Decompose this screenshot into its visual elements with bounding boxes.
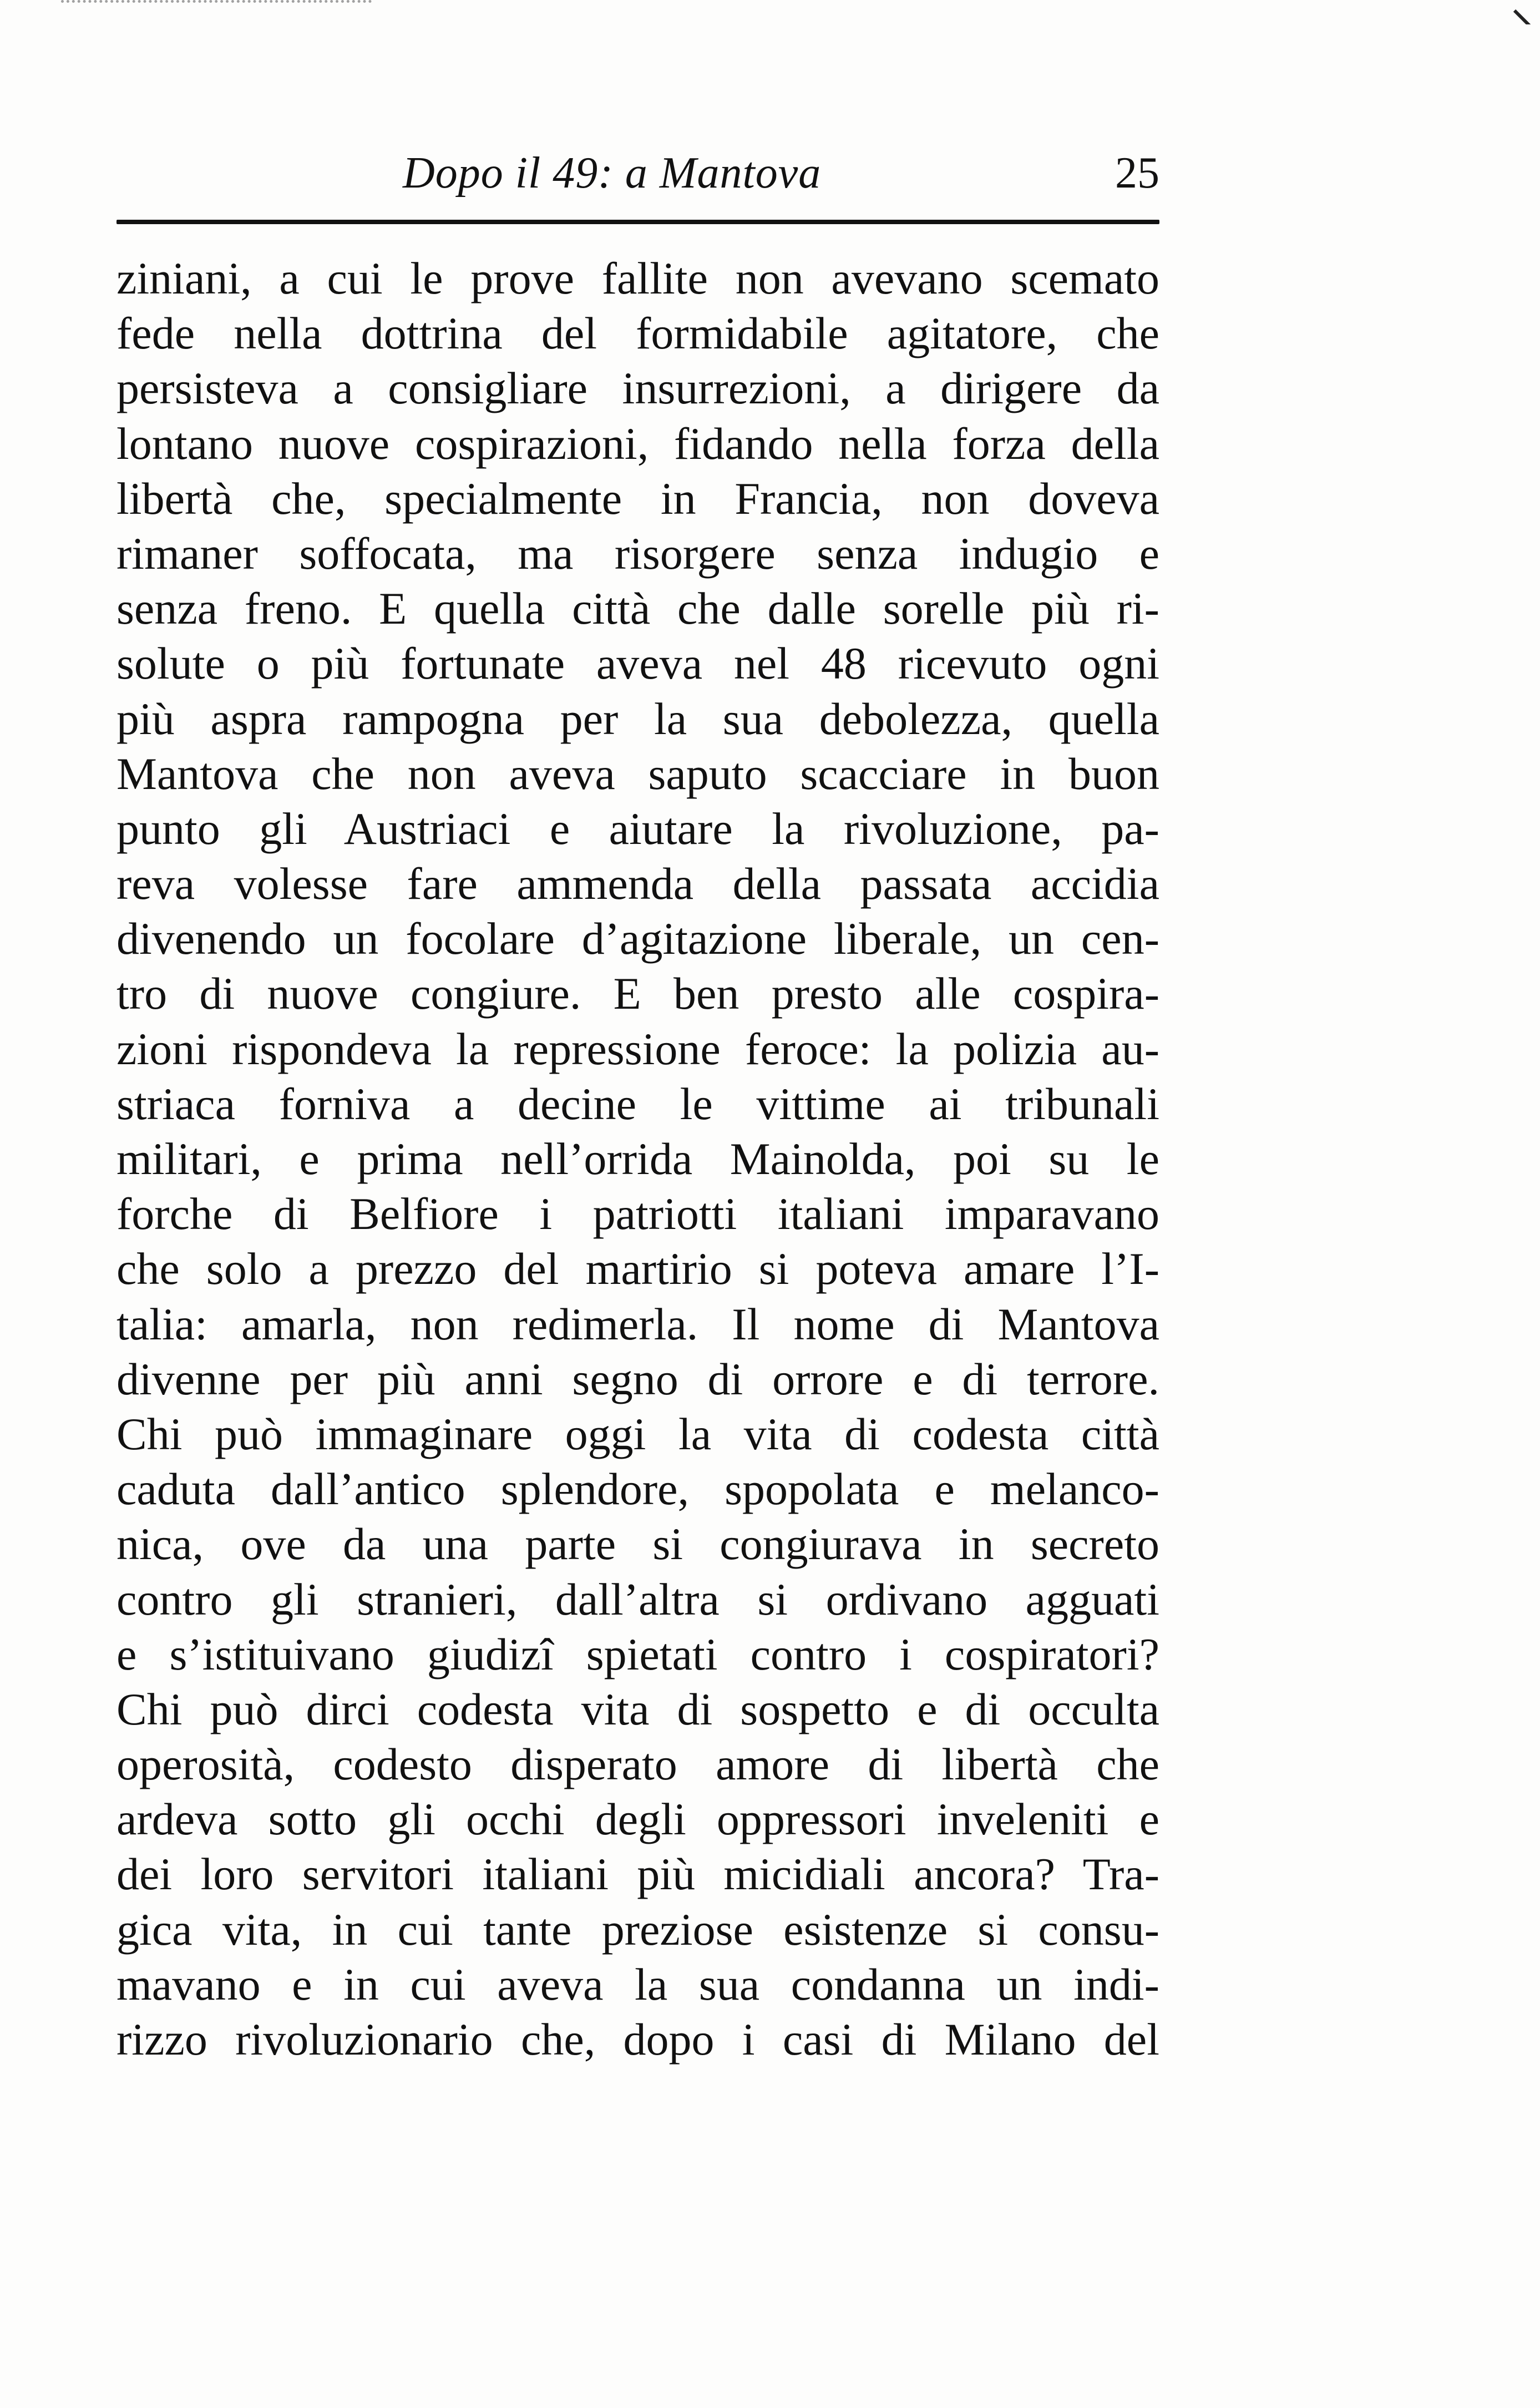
text-line: caduta dall’antico splendore, spopolata e melanco- [116,1464,1159,1515]
text-line: forche di Belfiore i patriotti italiani imparavano [116,1188,1159,1240]
text-line: persisteva a consigliare insurrezioni, a dirigere da [116,363,1159,414]
text-line: solute o più fortunate aveva nel 48 ricevuto ogni [116,638,1159,689]
text-line: rimaner soffocata, ma risorgere senza indugio e [116,528,1159,579]
text-line: Chi può dirci codesta vita di sospetto e di occulta [116,1683,1159,1734]
running-title: Dopo il 49: a Mantova [403,149,822,198]
text-line: libertà che, specialmente in Francia, non doveva [116,473,1159,524]
text-line: dei loro servitori italiani più micidiali ancora? Tra- [116,1849,1159,1900]
text-line: talia: amarla, non redimerla. Il nome di Mantova [116,1298,1159,1349]
text-line: senza freno. E quella città che dalle sorelle più ri- [116,583,1159,634]
text-line: ziniani, a cui le prove fallite non avevano scemato [116,253,1159,303]
text-line: divenne per più anni segno di orrore e di terrore. [116,1353,1159,1404]
text-line: Mantova che non aveva saputo scacciare in buon [116,748,1159,799]
body-text [116,251,1159,2067]
scan-artifact-top [61,0,372,8]
text-line: ardeva sotto gli occhi degli oppressori inveleniti e [116,1794,1159,1845]
scan-artifact-corner [1510,0,1532,24]
text-line: striaca forniva a decine le vittime ai tribunali [116,1078,1159,1129]
text-line: punto gli Austriaci e aiutare la rivoluzione, pa- [116,803,1159,854]
text-line: più aspra rampogna per la sua debolezza, quella [116,693,1159,744]
text-line: mavano e in cui aveva la sua condanna un indi- [116,1959,1159,2010]
text-line: operosità, codesto disperato amore di libertà che [116,1739,1159,1790]
running-head [116,145,1159,206]
text-line: gica vita, in cui tante preziose esistenze si consu- [116,1904,1159,1955]
text-line: tro di nuove congiure. E ben presto alle cospira- [116,968,1159,1019]
page-number: 25 [1115,149,1159,198]
text-line: e s’istituivano giudizî spietati contro i cospiratori? [116,1628,1159,1679]
header-rule [116,220,1159,224]
text-line: rizzo rivoluzionario che, dopo i casi di Milano del [116,2014,1159,2065]
text-line: reva volesse fare ammenda della passata accidia [116,858,1159,909]
text-line: fede nella dottrina del formidabile agitatore, che [116,308,1159,359]
text-line: contro gli stranieri, dall’altra si ordivano agguati [116,1574,1159,1625]
text-line: zioni rispondeva la repressione feroce: la polizia au- [116,1023,1159,1074]
text-line: che solo a prezzo del martirio si poteva amare l’I- [116,1243,1159,1294]
text-line: Chi può immaginare oggi la vita di codesta città [116,1408,1159,1459]
text-line: militari, e prima nell’orrida Mainolda, poi su le [116,1134,1159,1184]
text-line: lontano nuove cospirazioni, fidando nella forza della [116,418,1159,469]
text-line: nica, ove da una parte si congiurava in secreto [116,1519,1159,1570]
text-line: divenendo un focolare d’agitazione liberale, un cen- [116,913,1159,964]
